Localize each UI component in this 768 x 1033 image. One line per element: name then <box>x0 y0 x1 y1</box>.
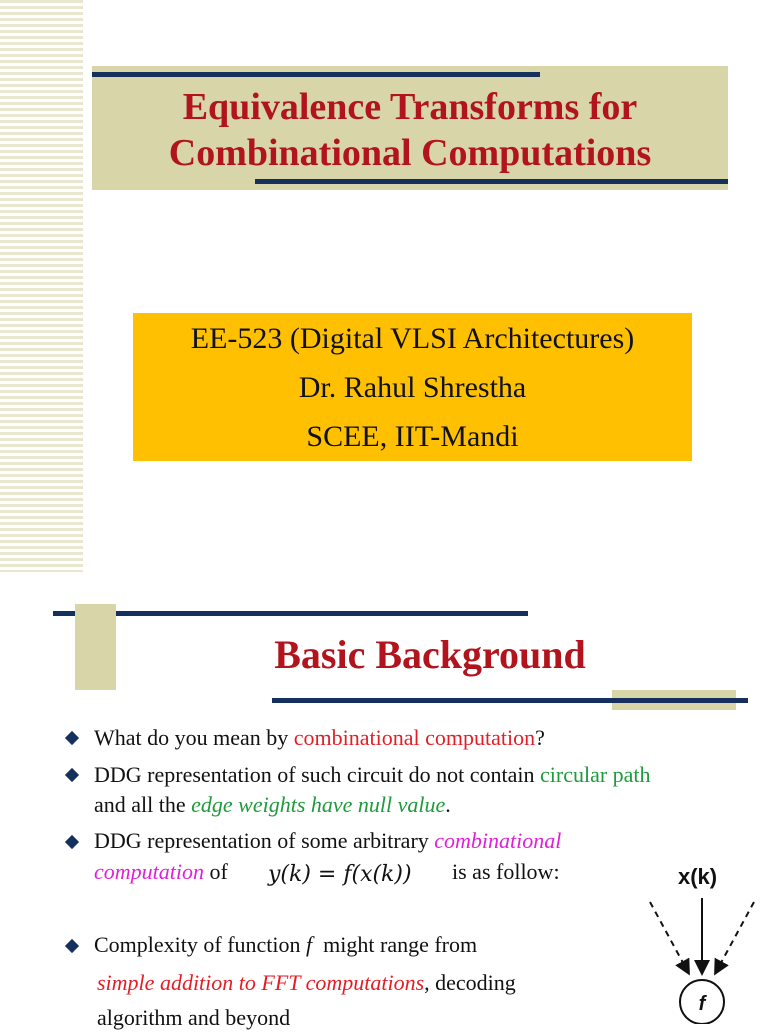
incoming-edge-right <box>716 902 754 972</box>
bullet-marker <box>65 939 79 953</box>
heading-accent-left <box>75 604 116 690</box>
ddg-diagram <box>630 890 768 1024</box>
bullet-3-highlight: combinational <box>434 828 562 853</box>
bullet-1-post: ? <box>535 725 545 750</box>
section-heading: Basic Background <box>274 632 586 677</box>
diagram-input-label: x(k) <box>678 864 718 889</box>
function-node-label: f <box>698 993 706 1015</box>
bullet-4-line-3: algorithm and beyond <box>97 1005 291 1030</box>
course-name: EE-523 (Digital VLSI Architectures) <box>190 322 635 355</box>
incoming-edge-left <box>650 902 688 972</box>
bullet-2-line-2 <box>94 790 451 820</box>
title-line-1: Equivalence Transforms for <box>182 86 638 128</box>
bullet-4-line-2-post: , decoding <box>424 970 516 995</box>
title-bar-top <box>92 72 540 77</box>
bullet-4-line-2 <box>97 968 516 998</box>
bullet-1-highlight: combinational computation <box>293 725 536 750</box>
bullet-1-pre: What do you mean by <box>94 725 294 750</box>
bullet-3-line-2 <box>94 857 228 887</box>
heading-bar-bottom <box>272 698 748 703</box>
bullet-2-highlight: circular path <box>539 762 651 787</box>
bullet-4-function: f <box>306 932 313 957</box>
bullet-marker <box>65 731 79 745</box>
bullet-2-line-1 <box>94 760 651 790</box>
bullet-4-highlight: simple addition to FFT computations <box>97 970 425 995</box>
bullet-marker <box>65 835 79 849</box>
bullet-3-line-2-post: is as follow: <box>452 859 560 884</box>
bullet-2-line-2-pre: and all the <box>94 792 192 817</box>
bullet-marker <box>65 768 79 782</box>
bullet-4-pre: Complexity of function <box>94 932 307 957</box>
bullet-3-highlight-2: computation <box>94 859 204 884</box>
instructor-name: Dr. Rahul Shrestha <box>298 371 527 404</box>
bullet-2-highlight-2: edge weights have null value <box>191 792 446 817</box>
heading-bar-top <box>53 611 528 616</box>
bullet-2-post: . <box>445 792 451 817</box>
title-line-2: Combinational Computations <box>168 132 652 174</box>
bullet-4-line-1 <box>94 930 477 960</box>
bullet-3-line-1 <box>94 826 561 856</box>
bullet-2-pre: DDG representation of such circuit do not contain <box>94 762 540 787</box>
bullet-1-text <box>94 723 545 753</box>
function-formula: y(k) = f(x(k)) <box>268 862 412 887</box>
slide-title <box>92 84 728 176</box>
decorative-stripes <box>0 0 83 572</box>
bullet-3-pre: DDG representation of some arbitrary <box>94 828 435 853</box>
bullet-3-mid: of <box>204 859 228 884</box>
title-bar-bottom <box>255 179 728 184</box>
bullet-4-mid: might range from <box>312 932 478 957</box>
department-name: SCEE, IIT-Mandi <box>306 420 519 453</box>
